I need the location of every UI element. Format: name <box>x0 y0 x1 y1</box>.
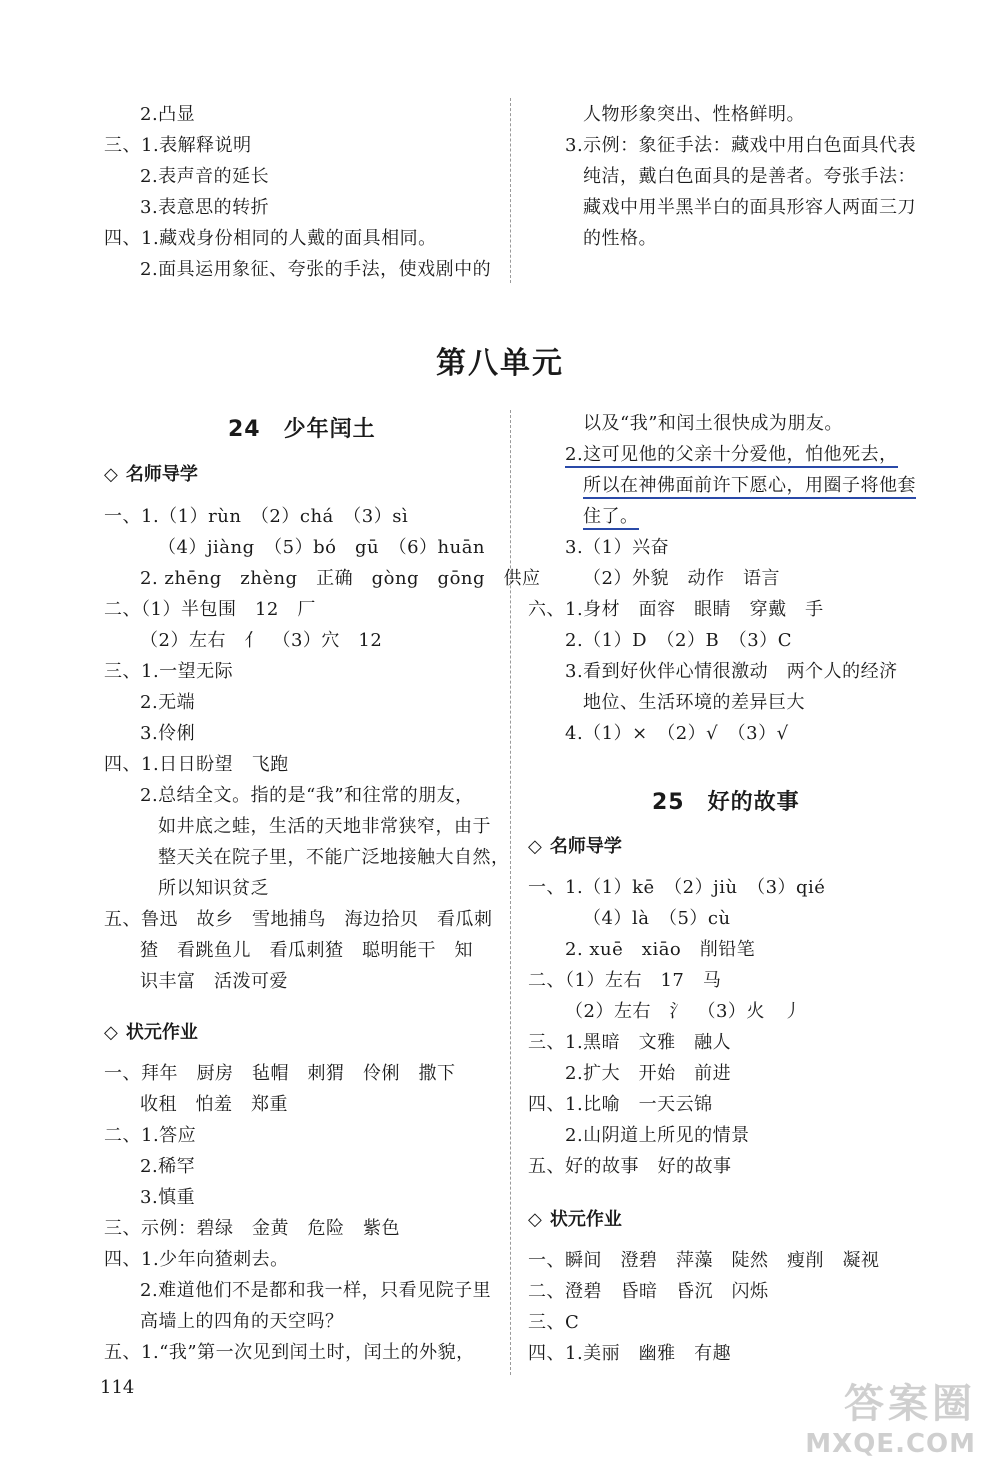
answer-line: （2）左右 亻 （3）穴 12 <box>140 630 383 651</box>
answer-line: 三、C <box>528 1312 580 1333</box>
answer-line: 猹 看跳鱼儿 看瓜刺猹 聪明能干 知 <box>140 940 473 961</box>
answer-line: 4.（1）× （2）√ （3）√ <box>565 723 789 744</box>
answer-line: 3.看到好伙伴心情很激动 两个人的经济 <box>565 661 898 682</box>
column-divider <box>510 98 511 283</box>
answer-line: 3.表意思的转折 <box>140 197 270 218</box>
section-heading <box>104 460 198 486</box>
answer-line: 2.稀罕 <box>140 1156 196 1177</box>
answer-line <box>583 474 916 498</box>
answer-line: （4）jiàng （5）bó gū （6）huān <box>158 537 486 558</box>
answer-line: 2. zhēng zhèng 正确 gòng gōng 供应 <box>140 568 541 589</box>
page-number: 114 <box>100 1377 135 1398</box>
underlined-answer: 住了。 <box>583 506 639 530</box>
answer-line: 五、1.“我”第一次见到闰土时，闰土的外貌， <box>104 1342 475 1363</box>
answer-line: （2）外貌 动作 语言 <box>583 568 780 589</box>
answer-line: 2.无端 <box>140 692 196 713</box>
diamond-outline-icon: ◇ <box>104 1022 118 1043</box>
watermark <box>805 1372 976 1459</box>
answer-line: 2.表声音的延长 <box>140 166 270 187</box>
watermark-url: MXQE.COM <box>805 1429 976 1459</box>
answer-line: 2.面具运用象征、夸张的手法，使戏剧中的 <box>140 259 492 280</box>
answer-line: 三、1.表解释说明 <box>104 135 252 156</box>
answer-line: 3.（1）兴奋 <box>565 537 670 558</box>
answer-line: 识丰富 活泼可爱 <box>140 971 288 992</box>
answer-line: 高墙上的四角的天空吗？ <box>140 1311 344 1332</box>
diamond-outline-icon: ◇ <box>104 464 118 485</box>
answer-line <box>565 443 898 467</box>
lesson-title: 24 少年闰土 <box>228 417 376 442</box>
watermark-logo-text: 答案圈 <box>844 1381 976 1427</box>
answer-line: 3.慎重 <box>140 1187 196 1208</box>
answer-line: （2）左右 氵 （3）火 丿 <box>565 1001 802 1022</box>
answer-line: 藏戏中用半黑半白的面具形容人两面三刀 <box>583 197 916 218</box>
answer-line: 三、示例：碧绿 金黄 危险 紫色 <box>104 1218 400 1239</box>
answer-line: 五、鲁迅 故乡 雪地捕鸟 海边拾贝 看瓜刺 <box>104 909 493 930</box>
answer-line: 如井底之蛙，生活的天地非常狭窄，由于 <box>158 816 491 837</box>
answer-line: 所以知识贫乏 <box>158 878 269 899</box>
section-heading <box>104 1018 198 1044</box>
answer-line: 四、1.比喻 一天云锦 <box>528 1094 713 1115</box>
underlined-answer: 2.这可见他的父亲十分爱他，怕他死去， <box>565 444 898 468</box>
answer-line: 以及“我”和闰土很快成为朋友。 <box>583 413 843 434</box>
answer-line: 四、1.日日盼望 飞跑 <box>104 754 289 775</box>
answer-line: 二、澄碧 昏暗 昏沉 闪烁 <box>528 1281 769 1302</box>
answer-line: 的性格。 <box>583 228 657 249</box>
answer-line <box>583 505 639 529</box>
section-heading-label: 名师导学 <box>125 464 198 485</box>
section-heading-label: 状元作业 <box>125 1022 198 1043</box>
answer-line: 二、1.答应 <box>104 1125 197 1146</box>
unit-title: 第八单元 <box>436 346 564 381</box>
diamond-outline-icon: ◇ <box>528 1209 542 1230</box>
lesson-title: 25 好的故事 <box>652 790 800 815</box>
answer-line: 3.伶俐 <box>140 723 196 744</box>
answer-line: 2.扩大 开始 前进 <box>565 1063 732 1084</box>
section-heading-label: 名师导学 <box>549 836 622 857</box>
answer-line: 2.总结全文。指的是“我”和往常的朋友， <box>140 785 474 806</box>
answer-line: （4）là （5）cù <box>583 908 731 929</box>
section-heading <box>528 832 622 858</box>
answer-line: 一、拜年 厨房 毡帽 刺猬 伶俐 撒下 <box>104 1063 456 1084</box>
answer-line: 收租 怕羞 郑重 <box>140 1094 288 1115</box>
answer-line: 二、（1）半包围 12 厂 <box>104 599 316 620</box>
answer-line: 六、1.身材 面容 眼睛 穿戴 手 <box>528 599 824 620</box>
answer-line: 一、1.（1）rùn （2）chá （3）sì <box>104 506 409 527</box>
answer-line: 五、好的故事 好的故事 <box>528 1156 732 1177</box>
answer-line: 二、（1）左右 17 马 <box>528 970 722 991</box>
answer-line: 2.凸显 <box>140 104 196 125</box>
answer-line: 2.难道他们不是都和我一样，只看见院子里 <box>140 1280 492 1301</box>
diamond-outline-icon: ◇ <box>528 836 542 857</box>
answer-line: 地位、生活环境的差异巨大 <box>583 692 805 713</box>
answer-line: 四、1.藏戏身份相同的人戴的面具相同。 <box>104 228 437 249</box>
section-heading <box>528 1205 622 1231</box>
answer-line: 2.山阴道上所见的情景 <box>565 1125 750 1146</box>
answer-line: 一、瞬间 澄碧 萍藻 陡然 瘦削 凝视 <box>528 1250 880 1271</box>
answer-line: 2. xuē xiāo 削铅笔 <box>565 939 756 960</box>
underlined-answer: 所以在神佛面前许下愿心，用圈子将他套 <box>583 475 916 499</box>
answer-line: 四、1.美丽 幽雅 有趣 <box>528 1343 732 1364</box>
answer-line: 3.示例：象征手法：藏戏中用白色面具代表 <box>565 135 917 156</box>
answer-line: 四、1.少年向猹刺去。 <box>104 1249 289 1270</box>
answer-line: 2.（1）D （2）B （3）C <box>565 630 792 651</box>
answer-line: 人物形象突出、性格鲜明。 <box>583 104 805 125</box>
answer-line: 一、1.（1）kē （2）jiù （3）qié <box>528 877 826 898</box>
section-heading-label: 状元作业 <box>549 1209 622 1230</box>
column-divider <box>510 410 511 1375</box>
answer-line: 纯洁，戴白色面具的是善者。夸张手法： <box>583 166 916 187</box>
answer-line: 三、1.一望无际 <box>104 661 234 682</box>
answer-line: 整天关在院子里，不能广泛地接触大自然， <box>158 847 510 868</box>
answer-line: 三、1.黑暗 文雅 融人 <box>528 1032 732 1053</box>
